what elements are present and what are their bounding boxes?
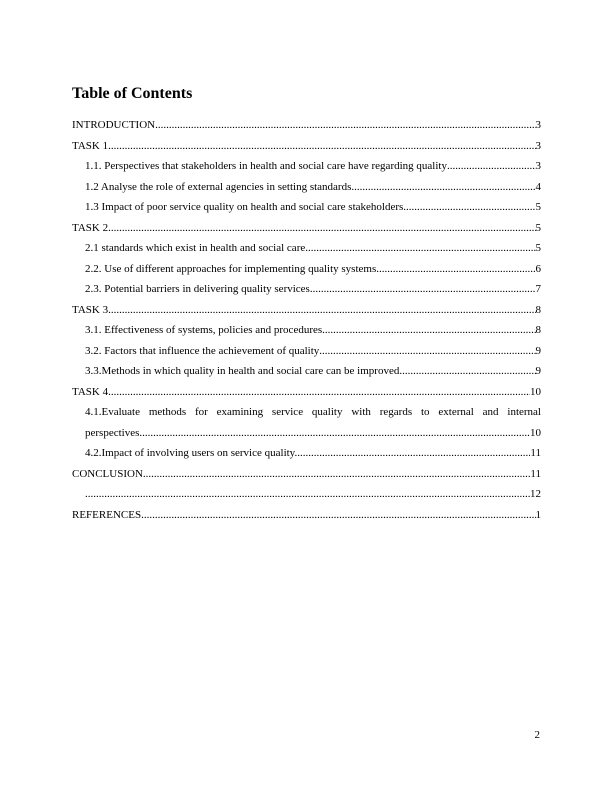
toc-entry-2-2[interactable] — [72, 259, 541, 280]
toc-entry-3-3[interactable] — [72, 361, 541, 382]
toc-entry-4-1-continued[interactable] — [72, 423, 541, 444]
dot-leader — [297, 443, 530, 464]
toc-entry-unlabeled[interactable] — [72, 484, 541, 505]
toc-entry-2-1[interactable] — [72, 238, 541, 259]
dot-leader — [85, 484, 530, 505]
toc-entry-label: 1.1. Perspectives that stakeholders in health and social care have regarding quality — [85, 160, 447, 172]
toc-entry-label: 2.3. Potential barriers in delivering quality services. — [85, 283, 313, 295]
toc-entry-page: 5 — [535, 242, 541, 254]
toc-entry-page: 10 — [530, 385, 541, 398]
dot-leader — [305, 238, 535, 259]
toc-entry-page: 9 — [535, 365, 541, 377]
dot-leader — [403, 197, 535, 218]
toc-entry-page: 3 — [535, 119, 541, 131]
toc-entry-1-3[interactable] — [72, 197, 541, 218]
toc-entry-label: perspectives. — [85, 426, 143, 439]
toc-entry-task-2[interactable] — [72, 218, 541, 239]
toc-entry-page: 5 — [535, 201, 541, 213]
toc-entry-page: 9 — [535, 344, 541, 357]
toc-entry-page: 3 — [535, 139, 541, 152]
toc-entry-page: 12 — [530, 488, 541, 500]
toc-entry-label: TASK 1 — [72, 139, 109, 152]
toc-entry-task-3[interactable] — [72, 300, 541, 321]
toc-entry-references[interactable] — [72, 505, 541, 526]
toc-entry-page: 11 — [530, 447, 541, 459]
dot-leader — [313, 279, 536, 300]
toc-entry-page: 1 — [535, 508, 541, 521]
dot-leader — [108, 300, 535, 321]
toc-entry-task-1[interactable] — [72, 136, 541, 157]
toc-list — [72, 115, 541, 525]
toc-entry-label: 4.2.Impact of involving users on service quality. — [85, 447, 298, 459]
toc-title: Table of Contents — [72, 85, 193, 102]
toc-entry-page: 8 — [535, 324, 541, 336]
dot-leader — [322, 320, 535, 341]
toc-entry-label: INTRODUCTION — [72, 119, 156, 131]
dot-leader — [143, 464, 531, 485]
toc-entry-label: 1.2 Analyse the role of external agencies in setting standards — [85, 180, 352, 193]
dot-leader — [155, 115, 535, 136]
toc-entry-label: 2.1 standards which exist in health and social care — [85, 242, 306, 254]
toc-entry-4-1[interactable] — [72, 402, 541, 423]
toc-entry-page: 8 — [535, 303, 541, 316]
dot-leader — [108, 136, 535, 157]
toc-entry-label: 2.2. Use of different approaches for implementing quality systems — [85, 262, 377, 275]
toc-entry-label: 4.1.Evaluate methods for examining service quality with regards to external and internal — [85, 406, 541, 418]
toc-entry-label: TASK 4 — [72, 385, 109, 398]
toc-entry-label: 3.2. Factors that influence the achievement of quality — [85, 344, 320, 357]
toc-entry-3-2[interactable] — [72, 341, 541, 362]
dot-leader — [351, 177, 535, 198]
toc-entry-conclusion[interactable] — [72, 464, 541, 485]
dot-leader — [376, 259, 535, 280]
toc-entry-page: 4 — [535, 180, 541, 193]
toc-entry-label: TASK 2 — [72, 221, 109, 234]
toc-entry-2-3[interactable] — [72, 279, 541, 300]
toc-entry-label: TASK 3 — [72, 303, 109, 316]
toc-entry-1-2[interactable] — [72, 177, 541, 198]
toc-entry-page: 6 — [535, 262, 541, 275]
dot-leader — [141, 505, 535, 526]
toc-entry-task-4[interactable] — [72, 382, 541, 403]
toc-entry-label: 3.3.Methods in which quality in health and social care can be improved — [85, 365, 400, 377]
dot-leader — [447, 156, 536, 177]
toc-entry-page: 7 — [535, 283, 541, 295]
toc-entry-label: 1.3 Impact of poor service quality on health and social care stakeholders — [85, 201, 404, 213]
dot-leader — [108, 382, 530, 403]
dot-leader — [319, 341, 535, 362]
toc-entry-introduction[interactable] — [72, 115, 541, 136]
dot-leader — [399, 361, 535, 382]
toc-entry-4-2[interactable] — [72, 443, 541, 464]
page-number: 2 — [534, 729, 540, 741]
toc-entry-page: 10 — [530, 426, 541, 439]
toc-entry-label: REFERENCES — [72, 508, 142, 521]
toc-entry-page: 5 — [535, 221, 541, 234]
toc-entry-label: 3.1. Effectiveness of systems, policies and procedures — [85, 324, 323, 336]
toc-entry-label: CONCLUSION — [72, 467, 143, 480]
toc-entry-1-1[interactable] — [72, 156, 541, 177]
dot-leader — [108, 218, 535, 239]
dot-leader — [142, 423, 530, 444]
toc-entry-page: 3 — [535, 160, 541, 172]
toc-entry-page: 11 — [530, 467, 541, 480]
toc-entry-3-1[interactable] — [72, 320, 541, 341]
